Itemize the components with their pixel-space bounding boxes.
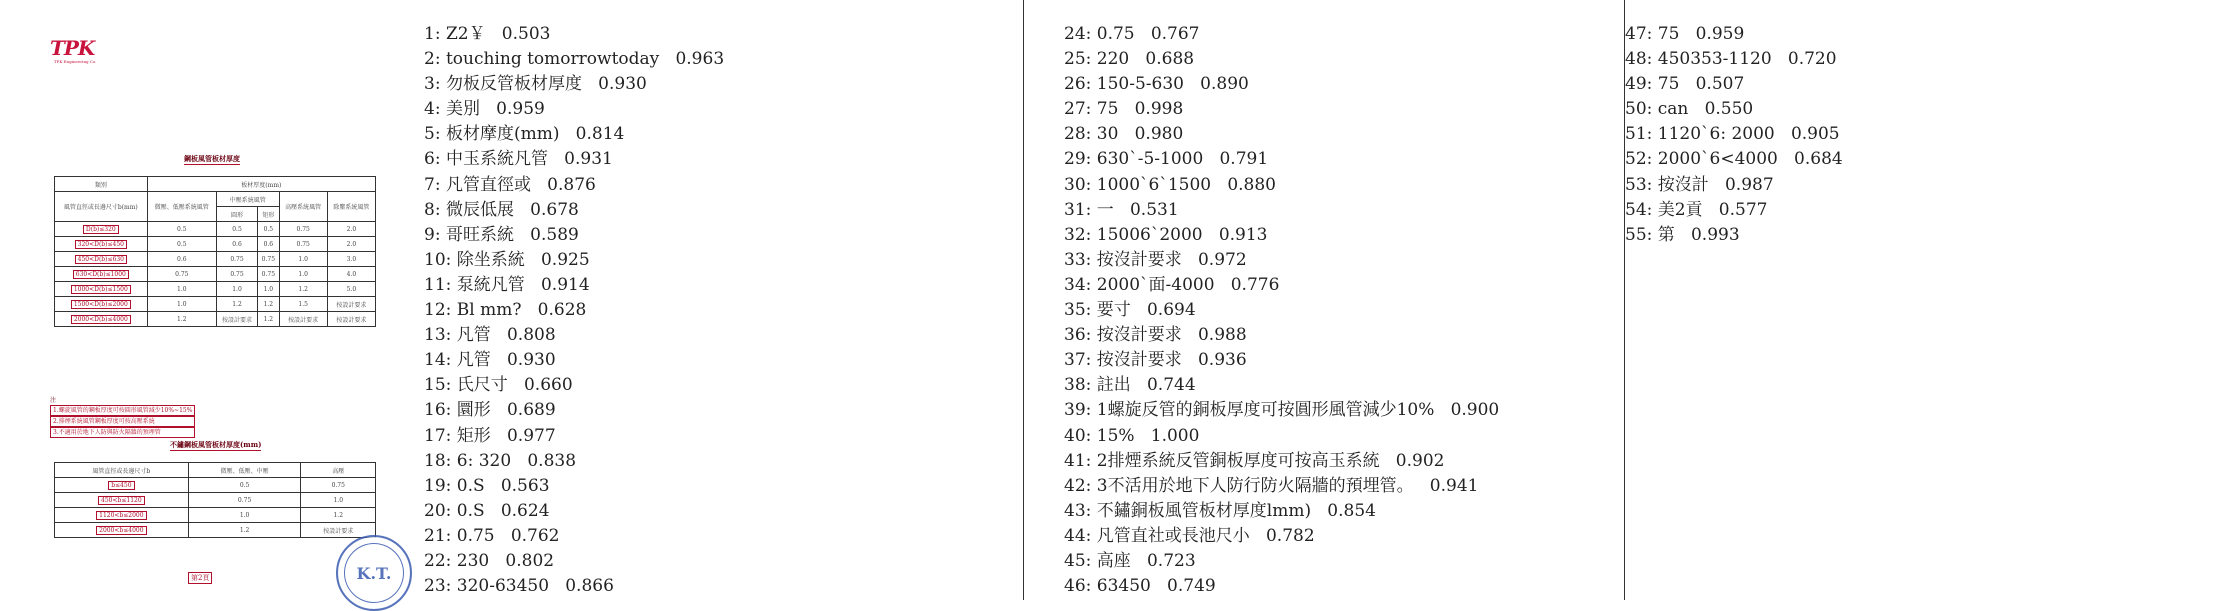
ocr-line: 8: 微辰低展 0.678 bbox=[424, 199, 579, 220]
ocr-line: 24: 0.75 0.767 bbox=[1064, 24, 1200, 44]
table1-low-header: 微壓、低壓系統風管 bbox=[147, 192, 216, 222]
table2-header-low: 微壓、低壓、中壓 bbox=[188, 463, 301, 478]
table1-title: 鋼板風管板材厚度 bbox=[184, 154, 240, 163]
table2-header-size: 風管直徑或長邊尺寸b bbox=[55, 463, 189, 478]
table2-size-label: 450<b≤1120 bbox=[98, 496, 145, 505]
table1-cell: 0.6 bbox=[147, 252, 216, 267]
table2-cell bbox=[55, 493, 189, 508]
ocr-line: 3: 勿板反管板材厚度 0.930 bbox=[424, 74, 647, 95]
table1-dust-header: 除塵系統風管 bbox=[327, 192, 375, 222]
ocr-line: 30: 1000`6`1500 0.880 bbox=[1064, 174, 1276, 195]
table1-size-label: 320<D(b)≤450 bbox=[75, 240, 127, 249]
ocr-line: 23: 320-63450 0.866 bbox=[424, 576, 614, 597]
ocr-line: 19: 0.S 0.563 bbox=[424, 475, 550, 496]
table1-cell: 1.5 bbox=[279, 297, 327, 312]
table1-cell: 0.75 bbox=[279, 237, 327, 252]
document-thumbnail bbox=[40, 20, 400, 590]
table1-size-label: 1000<D(b)≤1500 bbox=[71, 285, 131, 294]
table1-cell bbox=[55, 312, 148, 327]
ocr-line: 28: 30 0.980 bbox=[1064, 124, 1184, 145]
table1-cell: 0.5 bbox=[147, 222, 216, 237]
table1-size-label: 2000<D(b)≤4000 bbox=[71, 315, 131, 324]
table2-row bbox=[55, 478, 376, 493]
ocr-line: 2: touching tomorrowtoday 0.963 bbox=[424, 49, 725, 70]
table1-cell: 2.0 bbox=[327, 222, 375, 237]
ocr-line: 43: 不鏽銅板風管板材厚度lmm) 0.854 bbox=[1064, 500, 1376, 521]
table2-cell: 1.0 bbox=[301, 493, 376, 508]
ocr-line: 55: 第 0.993 bbox=[1625, 224, 1740, 245]
ocr-line: 22: 230 0.802 bbox=[424, 550, 555, 571]
ocr-line: 14: 凡管 0.930 bbox=[424, 350, 556, 371]
company-logo bbox=[48, 34, 104, 66]
ocr-column-3 bbox=[1625, 22, 1843, 248]
table1-cell: 0.5 bbox=[258, 222, 280, 237]
table1-size-label: 450<D(b)≤630 bbox=[75, 255, 127, 264]
table1-row bbox=[55, 252, 376, 267]
table1-cell: 1.2 bbox=[279, 282, 327, 297]
table2-cell: 1.2 bbox=[188, 523, 301, 538]
ocr-line: 33: 按沒計要求 0.972 bbox=[1064, 249, 1247, 270]
ocr-line: 7: 凡管直徑或 0.876 bbox=[424, 174, 596, 195]
table1-cell: 3.0 bbox=[327, 252, 375, 267]
ocr-line: 17: 矩形 0.977 bbox=[424, 425, 556, 446]
note-3: 3.不適用於地下人防與防火隔牆的預埋管 bbox=[50, 427, 195, 438]
table1-cell: 0.75 bbox=[258, 267, 280, 282]
table1-cell: 1.0 bbox=[147, 282, 216, 297]
table1-row bbox=[55, 282, 376, 297]
stainless-thickness-table bbox=[54, 462, 376, 538]
table1-cell bbox=[55, 252, 148, 267]
table2-row bbox=[55, 508, 376, 523]
table1-cell bbox=[55, 267, 148, 282]
table1-size-label: 630<D(b)≤1000 bbox=[73, 270, 129, 279]
note-1: 1.螺旋風管的鋼板厚度可按圓形風管減少10%~15% bbox=[50, 405, 195, 416]
ocr-line: 54: 美2貢 0.577 bbox=[1625, 199, 1768, 220]
table1-cell bbox=[55, 237, 148, 252]
ocr-line: 29: 630`-5-1000 0.791 bbox=[1064, 149, 1269, 170]
ocr-line: 1: Z2￥ 0.503 bbox=[424, 24, 551, 44]
table1-row bbox=[55, 267, 376, 282]
table2-header-high: 高壓 bbox=[301, 463, 376, 478]
table1-cell: 1.2 bbox=[147, 312, 216, 327]
table2-cell bbox=[55, 508, 189, 523]
table1-cell: 按設計要求 bbox=[327, 312, 375, 327]
ocr-line: 25: 220 0.688 bbox=[1064, 49, 1195, 70]
table1-cell bbox=[55, 222, 148, 237]
table1-cell: 按設計要求 bbox=[216, 312, 257, 327]
ocr-line: 42: 3不活用於地下人防行防火隔牆的預埋管。 0.941 bbox=[1064, 475, 1479, 496]
steel-thickness-table bbox=[54, 176, 376, 327]
table2-cell: 0.75 bbox=[301, 478, 376, 493]
ocr-line: 50: can 0.550 bbox=[1625, 99, 1754, 120]
ocr-line: 11: 泵統凡管 0.914 bbox=[424, 274, 590, 295]
ocr-line: 9: 哥旺系統 0.589 bbox=[424, 224, 579, 245]
ocr-line: 48: 450353-1120 0.720 bbox=[1625, 49, 1837, 70]
table1-mid-round: 圓形 bbox=[216, 207, 257, 222]
ocr-line: 38: 註出 0.744 bbox=[1064, 375, 1196, 396]
table2-body bbox=[55, 478, 376, 538]
table1-row bbox=[55, 222, 376, 237]
table1-cell: 1.0 bbox=[258, 282, 280, 297]
table1-cell: 1.0 bbox=[216, 282, 257, 297]
table1-cell: 1.0 bbox=[279, 252, 327, 267]
ocr-line: 44: 凡管直社或長池尺小 0.782 bbox=[1064, 525, 1315, 546]
table1-cell: 0.5 bbox=[216, 222, 257, 237]
table1-cell: 1.0 bbox=[279, 267, 327, 282]
ocr-line: 53: 按沒計 0.987 bbox=[1625, 174, 1774, 195]
table1-row bbox=[55, 312, 376, 327]
table2-size-label: 1120<b≤2000 bbox=[96, 511, 146, 520]
ocr-line: 27: 75 0.998 bbox=[1064, 99, 1184, 120]
table1-cell: 0.75 bbox=[147, 267, 216, 282]
ocr-line: 36: 按沒計要求 0.988 bbox=[1064, 325, 1247, 346]
ocr-line: 18: 6: 320 0.838 bbox=[424, 450, 577, 471]
page-number: 第2頁 bbox=[188, 572, 212, 584]
table2-cell bbox=[55, 523, 189, 538]
ocr-line: 20: 0.S 0.624 bbox=[424, 500, 550, 521]
table1-cell: 0.5 bbox=[147, 237, 216, 252]
table1-cell: 1.0 bbox=[147, 297, 216, 312]
ocr-column-1 bbox=[424, 22, 724, 599]
table1-cell: 1.2 bbox=[258, 312, 280, 327]
ocr-line: 47: 75 0.959 bbox=[1625, 24, 1745, 44]
table1-size-header: 風管直徑或長邊尺寸b(mm) bbox=[55, 192, 148, 222]
table1-high-header: 高壓系統風管 bbox=[279, 192, 327, 222]
table2-cell: 0.5 bbox=[188, 478, 301, 493]
table1-notes bbox=[50, 396, 195, 438]
table1-cell: 2.0 bbox=[327, 237, 375, 252]
table2-cell: 按設計要求 bbox=[301, 523, 376, 538]
ocr-line: 10: 除坐系統 0.925 bbox=[424, 249, 590, 270]
company-stamp: K.T. bbox=[336, 535, 412, 611]
ocr-line: 41: 2排煙系統反管銅板厚度可按高玉系統 0.902 bbox=[1064, 450, 1445, 471]
ocr-line: 37: 按沒計要求 0.936 bbox=[1064, 350, 1247, 371]
table1-cell: 0.6 bbox=[216, 237, 257, 252]
ocr-column-2 bbox=[1064, 22, 1499, 599]
logo-mark: TPK bbox=[50, 36, 95, 60]
table2-row bbox=[55, 493, 376, 508]
table1-cell: 4.0 bbox=[327, 267, 375, 282]
notes-label: 注 bbox=[50, 397, 57, 404]
ocr-line: 16: 圜形 0.689 bbox=[424, 400, 556, 421]
table1-cell: 0.75 bbox=[258, 252, 280, 267]
logo-subtitle: TPK Engineering Co. bbox=[54, 59, 97, 64]
ocr-line: 35: 要寸 0.694 bbox=[1064, 300, 1196, 321]
table1-cell: 5.0 bbox=[327, 282, 375, 297]
table1-row bbox=[55, 297, 376, 312]
ocr-line: 52: 2000`6<4000 0.684 bbox=[1625, 149, 1843, 170]
table2-size-label: 2000<b≤4000 bbox=[96, 526, 146, 535]
ocr-line: 31: 一 0.531 bbox=[1064, 199, 1179, 220]
ocr-line: 26: 150-5-630 0.890 bbox=[1064, 74, 1249, 95]
table1-cell: 按設計要求 bbox=[279, 312, 327, 327]
ocr-line: 5: 板材摩度(mm) 0.814 bbox=[424, 124, 625, 145]
ocr-line: 21: 0.75 0.762 bbox=[424, 525, 560, 546]
table1-mid-rect: 矩形 bbox=[258, 207, 280, 222]
table2-cell: 0.75 bbox=[188, 493, 301, 508]
table2-cell: 1.2 bbox=[301, 508, 376, 523]
table1-cell: 0.75 bbox=[216, 267, 257, 282]
table2-row bbox=[55, 523, 376, 538]
table1-mid-header: 中壓系統風管 bbox=[216, 192, 279, 207]
ocr-line: 51: 1120`6: 2000 0.905 bbox=[1625, 124, 1840, 145]
ocr-line: 39: 1螺旋反管的銅板厚度可按圓形風管減少10% 0.900 bbox=[1064, 400, 1500, 421]
ocr-line: 40: 15% 1.000 bbox=[1064, 425, 1200, 446]
ocr-line: 6: 中玉系統凡管 0.931 bbox=[424, 149, 613, 170]
column-divider-1 bbox=[1023, 0, 1024, 600]
ocr-line: 12: Bl mm? 0.628 bbox=[424, 300, 587, 321]
table1-cell: 1.2 bbox=[216, 297, 257, 312]
ocr-line: 34: 2000`面-4000 0.776 bbox=[1064, 274, 1280, 295]
table2-size-label: b≤450 bbox=[108, 481, 134, 490]
table1-size-label: D(b)≤320 bbox=[83, 225, 119, 234]
ocr-line: 4: 美別 0.959 bbox=[424, 99, 545, 120]
table1-cell: 1.2 bbox=[258, 297, 280, 312]
ocr-line: 15: 氏尺寸 0.660 bbox=[424, 375, 573, 396]
table1-cell: 0.6 bbox=[258, 237, 280, 252]
ocr-line: 13: 凡管 0.808 bbox=[424, 325, 556, 346]
table2-cell bbox=[55, 478, 189, 493]
note-2: 2.排煙系統風管鋼板厚度可按高壓系統 bbox=[50, 416, 195, 427]
table1-cell: 0.75 bbox=[216, 252, 257, 267]
ocr-line: 46: 63450 0.749 bbox=[1064, 576, 1216, 597]
table1-corner: 類別 bbox=[55, 177, 148, 192]
table1-size-label: 1500<D(b)≤2000 bbox=[71, 300, 131, 309]
table2-cell: 1.0 bbox=[188, 508, 301, 523]
table2-title: 不鏽鋼板風管板材厚度(mm) bbox=[170, 440, 262, 449]
table1-body bbox=[55, 222, 376, 327]
ocr-line: 32: 15006`2000 0.913 bbox=[1064, 224, 1268, 245]
table1-cell: 按設計要求 bbox=[327, 297, 375, 312]
ocr-line: 49: 75 0.507 bbox=[1625, 74, 1745, 95]
table1-thickness-header: 板材厚度(mm) bbox=[147, 177, 375, 192]
table1-row bbox=[55, 237, 376, 252]
ocr-line: 45: 高座 0.723 bbox=[1064, 550, 1196, 571]
table1-cell: 0.75 bbox=[279, 222, 327, 237]
table1-cell bbox=[55, 282, 148, 297]
table1-cell bbox=[55, 297, 148, 312]
